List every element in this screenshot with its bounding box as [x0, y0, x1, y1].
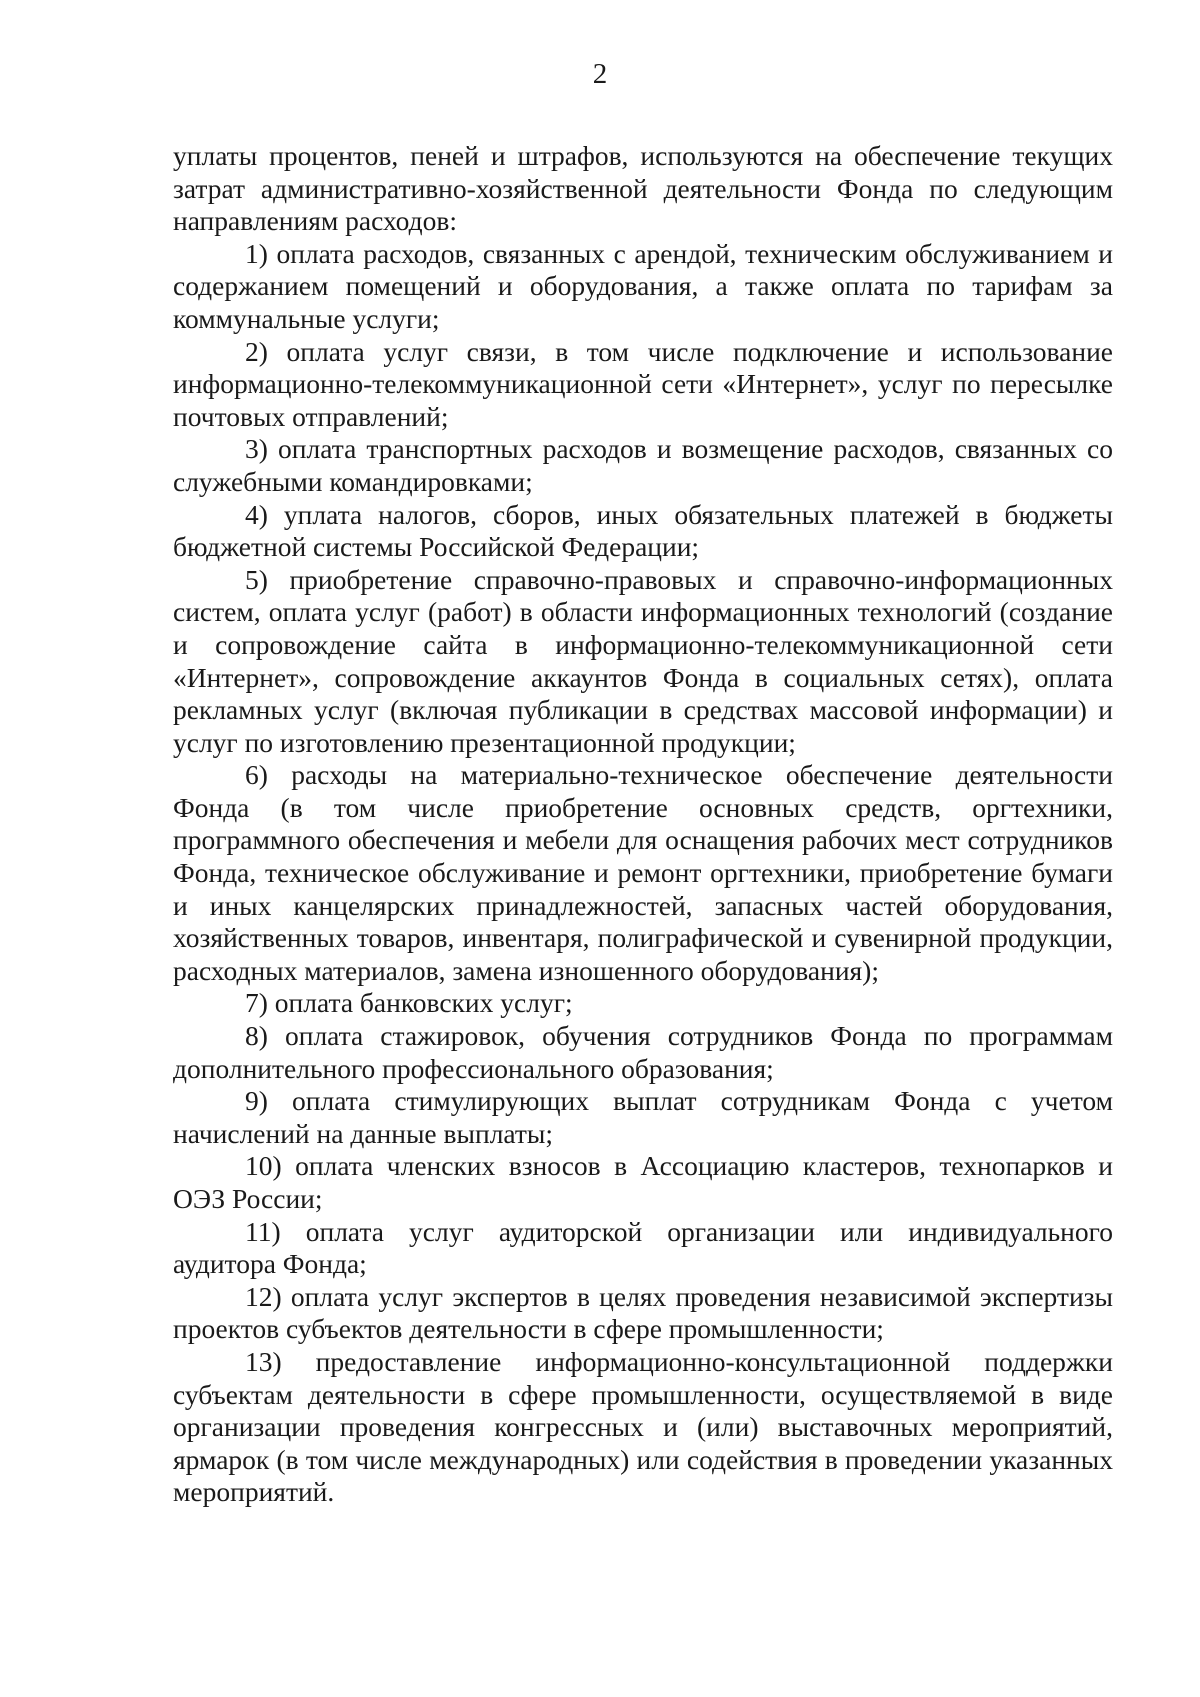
- page-number: 2: [592, 58, 608, 90]
- document-body: [173, 140, 1113, 1509]
- list-item: 13) предоставление информационно-консультационной поддержки субъектам деятельности в сфере промышленности, осуществляемой в виде организации проведения конгрессных и (или) выставочных мероприятий, ярмарок (в том числе международных) или содействия в проведении указанных мероприятий.: [173, 1345, 1113, 1508]
- list-item: 11) оплата услуг аудиторской организации или индивидуального аудитора Фонда;: [173, 1215, 1113, 1280]
- list-item: 9) оплата стимулирующих выплат сотрудникам Фонда с учетом начислений на данные выплаты;: [173, 1085, 1113, 1149]
- list-item: 12) оплата услуг экспертов в целях проведения независимой экспертизы проектов субъектов деятельности в сфере промышленности;: [173, 1280, 1113, 1345]
- list-item: 10) оплата членских взносов в Ассоциацию кластеров, технопарков и ОЭЗ России;: [173, 1150, 1113, 1214]
- list-item: 4) уплата налогов, сборов, иных обязательных платежей в бюджеты бюджетной системы Российской Федерации;: [173, 498, 1113, 563]
- list-item: 8) оплата стажировок, обучения сотрудников Фонда по программам дополнительного профессионального образования;: [173, 1020, 1113, 1084]
- list-item: 7) оплата банковских услуг;: [245, 987, 573, 1019]
- list-item: 5) приобретение справочно-правовых и справочно-информационных систем, оплата услуг (работ) в области информационных технологий (создание и сопровождение сайта в информационно-телекоммуникационной сети «Интернет», сопровождение аккаунтов Фонда в социальных сетях), оплата рекламных услуг (включая публикации в средствах массовой информации) и услуг по изготовлению презентационной продукции;: [173, 563, 1113, 758]
- list-item: 3) оплата транспортных расходов и возмещение расходов, связанных со служебными командировками;: [173, 433, 1113, 497]
- list-item: 6) расходы на материально-техническое обеспечение деятельности Фонда (в том числе приобретение основных средств, оргтехники, программного обеспечения и мебели для оснащения рабочих мест сотрудников Фонда, техническое обслуживание и ремонт оргтехники, приобретение бумаги и иных канцелярских принадлежностей, запасных частей оборудования, хозяйственных товаров, инвентаря, полиграфической и сувенирной продукции, расходных материалов, замена изношенного оборудования);: [173, 759, 1113, 986]
- intro-paragraph: уплаты процентов, пеней и штрафов, используются на обеспечение текущих затрат административно-хозяйственной деятельности Фонда по следующим направлениям расходов:: [173, 140, 1113, 237]
- list-item: 2) оплата услуг связи, в том числе подключение и использование информационно-телекоммуникационной сети «Интернет», услуг по пересылке почтовых отправлений;: [173, 335, 1113, 432]
- list-item: 1) оплата расходов, связанных с арендой, техническим обслуживанием и содержанием помещений и оборудования, а также оплата по тарифам за коммунальные услуги;: [173, 237, 1113, 334]
